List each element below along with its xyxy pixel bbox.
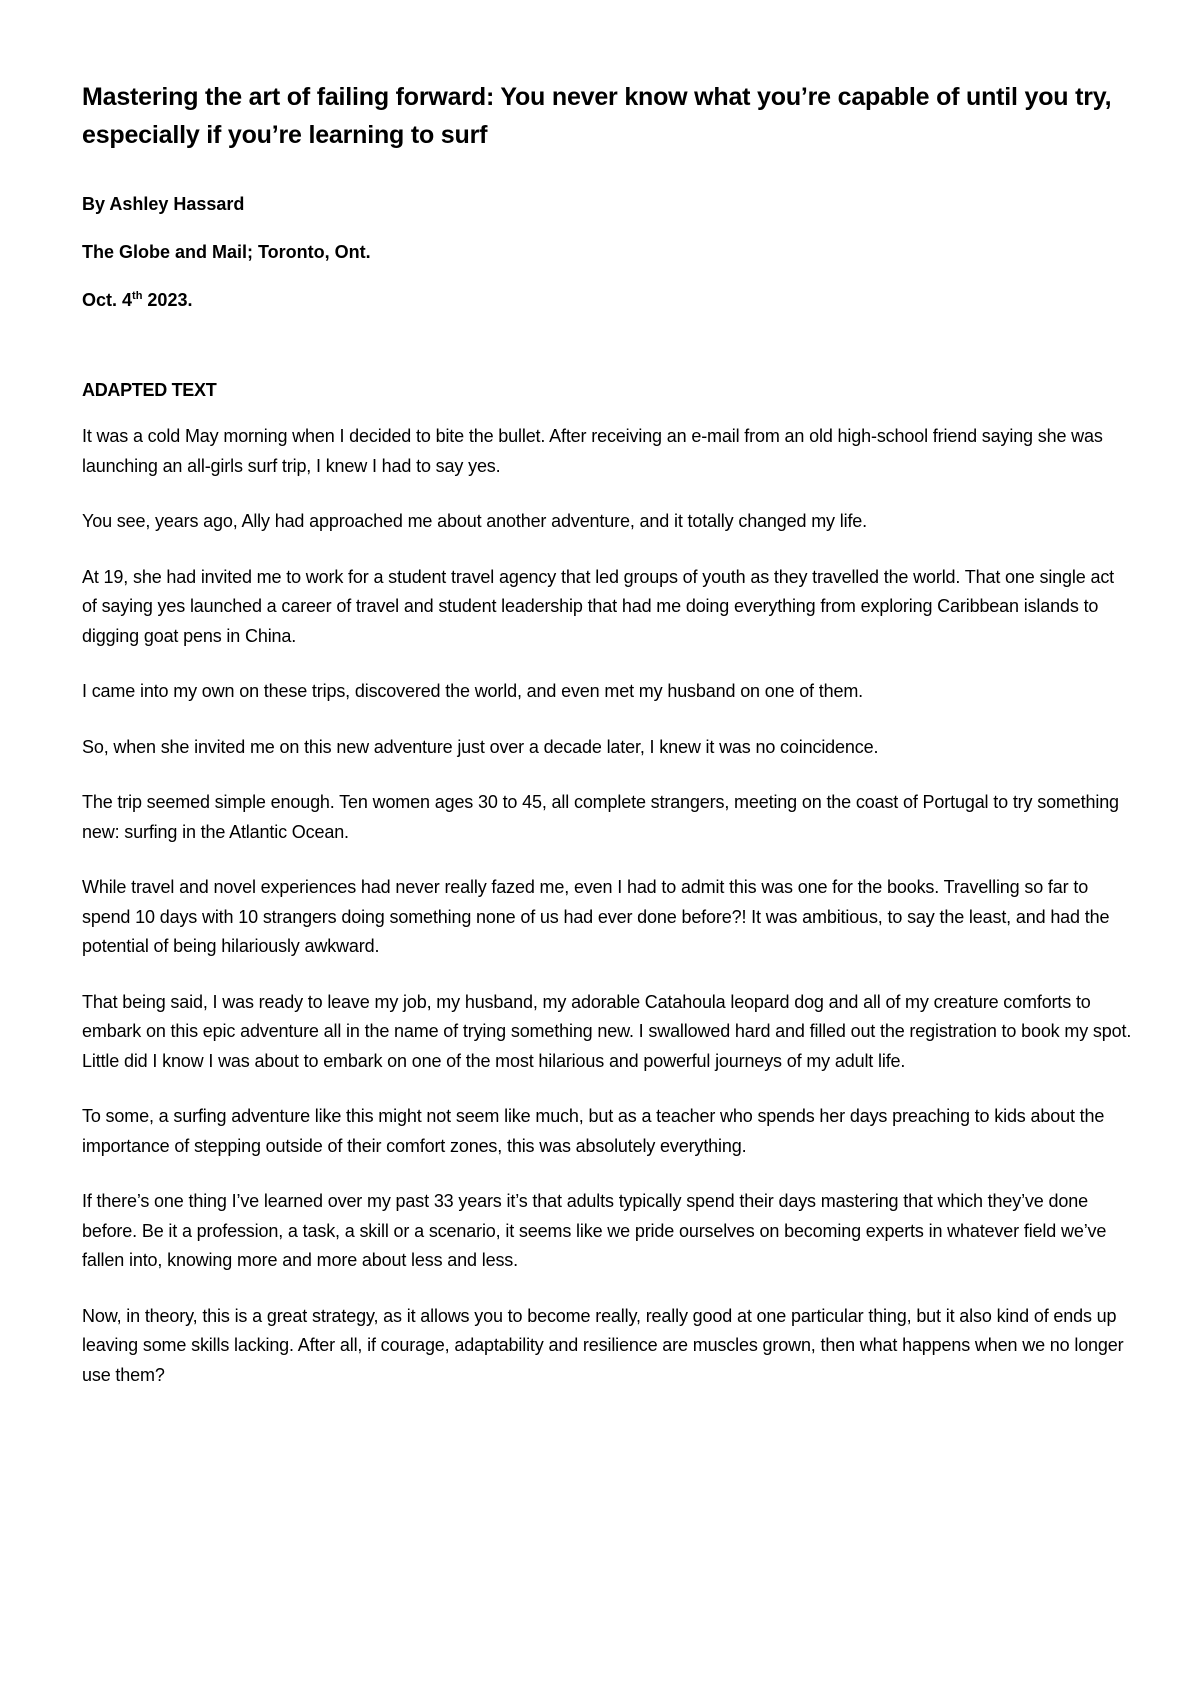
paragraph: While travel and novel experiences had never really fazed me, even I had to admit this was one for the books. Travelling so far to spend 10 days with 10 strangers doing something none of us had ever done before?! It was ambitious, to say the least, and had the potential of being hilariously awkward. — [82, 877, 1110, 956]
paragraph: The trip seemed simple enough. Ten women ages 30 to 45, all complete strangers, meeting on the coast of Portugal to try something new: surfing in the Atlantic Ocean. — [82, 792, 1119, 842]
date-prefix: Oct. 4 — [82, 290, 133, 310]
paragraph: So, when she invited me on this new adventure just over a decade later, I knew it was no coincidence. — [82, 736, 879, 757]
paragraph: Now, in theory, this is a great strategy, as it allows you to become really, really good at one particular thing, but it also kind of ends up leaving some skills lacking. After all, if courage, adaptability and resilience are muscles grown, then what happens when we no longer use them? — [82, 1305, 1124, 1385]
article-title: Mastering the art of failing forward: You never know what you’re capable of until you try, especially if you’re learning to surf — [82, 83, 1112, 149]
section-label: ADAPTED TEXT — [82, 380, 217, 400]
paragraph: You see, years ago, Ally had approached me about another adventure, and it totally changed my life. — [82, 511, 868, 531]
paragraph: At 19, she had invited me to work for a student travel agency that led groups of youth as they travelled the world. That one single act of saying yes launched a career of travel and student leadership that had me doing everything from exploring Caribbean islands to digging goat pens in China. — [82, 566, 1115, 646]
paragraph: It was a cold May morning when I decided to bite the bullet. After receiving an e-mail from an old high-school friend saying she was launching an all-girls surf trip, I knew I had to say yes. — [82, 426, 1103, 476]
paragraph: I came into my own on these trips, discovered the world, and even met my husband on one of them. — [82, 681, 864, 701]
date-ordinal-suffix: th — [132, 290, 143, 302]
byline: By Ashley Hassard — [82, 194, 245, 214]
paragraph: If there’s one thing I’ve learned over my past 33 years it’s that adults typically spend their days mastering that which they’ve done before. Be it a profession, a task, a skill or a scenario, it seems like we pride ourselves on becoming experts in whatever field we’ve fallen into, knowing more and more about less and less. — [82, 1191, 1107, 1270]
paragraph: That being said, I was ready to leave my job, my husband, my adorable Catahoula leopard dog and all of my creature comforts to embark on this epic adventure all in the name of trying something new. I swallowed hard and filled out the registration to book my spot. Little did I know I was about to embark on one of the most hilarious and powerful journeys of my adult life. — [82, 991, 1132, 1071]
publication: The Globe and Mail; Toronto, Ont. — [82, 242, 371, 262]
publication-date — [82, 288, 1132, 312]
document-page — [82, 78, 1132, 1416]
date-year: 2023. — [142, 290, 193, 310]
paragraph: To some, a surfing adventure like this might not seem like much, but as a teacher who spends her days preaching to kids about the importance of stepping outside of their comfort zones, this was absolutely everything. — [82, 1106, 1105, 1156]
